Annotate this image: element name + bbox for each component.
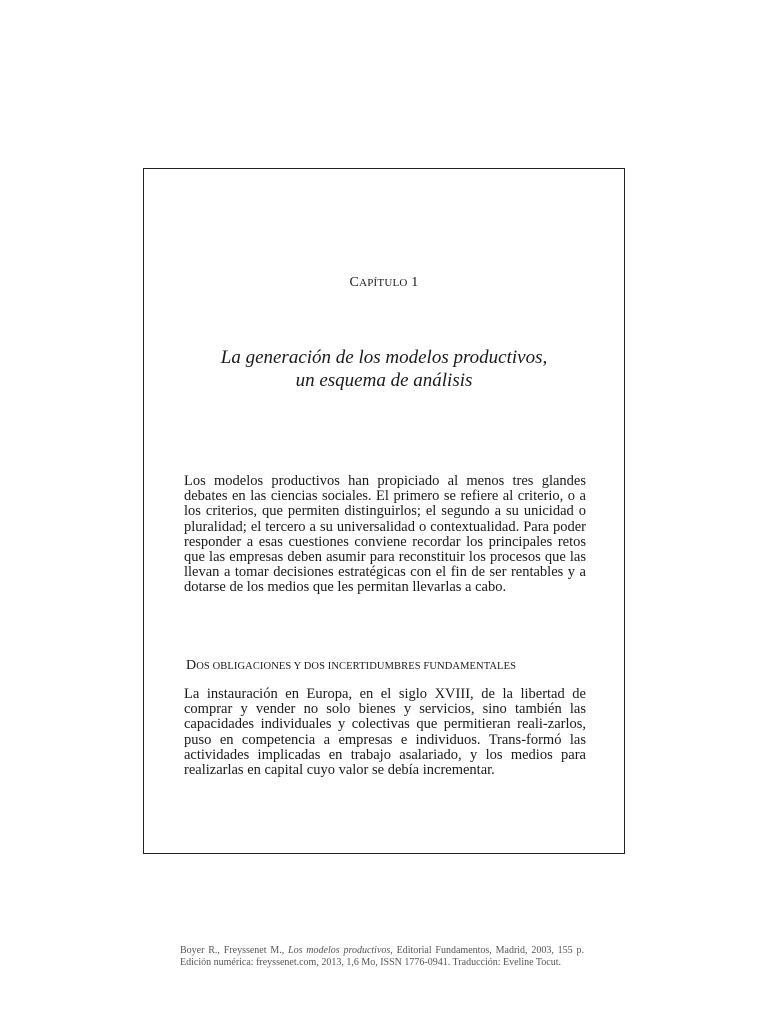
section-heading-initial: D <box>186 658 197 673</box>
citation-authors: Boyer R., Freyssenet M., <box>180 945 289 956</box>
section-paragraph: La instauración en Europa, en el siglo XVIII, de la libertad de comprar y vender no solo bienes y servicios, sino también las capacidades individuales y colectivas que permitieran reali-zarlos, puso en competencia a empresas e individuos. Trans-formó las actividades implicadas en trabajo asalariado, y los medios para realizarlas en capital cuyo valor se debía incrementar. <box>184 686 586 779</box>
chapter-title-line-1: La generación de los modelos productivos, <box>220 347 548 368</box>
citation-footer <box>180 945 584 969</box>
section-heading-rest: OS OBLIGACIONES Y DOS INCERTIDUMBRES FUNDAMENTALES <box>196 661 517 672</box>
chapter-number: 1 <box>411 275 419 290</box>
page-frame <box>143 168 625 854</box>
chapter-title <box>144 346 624 392</box>
chapter-title-line-2: un esquema de análisis <box>295 370 473 391</box>
chapter-label-rest: APÍTULO <box>359 277 408 289</box>
chapter-label <box>144 275 624 291</box>
citation-book-title: Los modelos productivos <box>288 945 391 956</box>
citation-details: , Editorial Fundamentos, Madrid, 2003, 155 p. Edición numérica: freyssenet.com, 2013, 1,6 Mo, ISSN 1776-0941. Traducción: Eveline Tocut. <box>180 945 584 968</box>
section-heading <box>186 658 516 674</box>
chapter-label-initial: C <box>349 275 360 290</box>
intro-paragraph: Los modelos productivos han propiciado al menos tres glandes debates en las ciencias sociales. El primero se refiere al criterio, o a los criterios, que permiten distinguirlos; el segundo a su unicidad o pluralidad; el tercero a su universalidad o contextualidad. Para poder responder a esas cuestiones conviene recordar los principales retos que las empresas deben asumir para reconstituir los procesos que las llevan a tomar decisiones estratégicas con el fin de ser rentables y a dotarse de los medios que les permitan llevarlas a cabo. <box>184 473 586 596</box>
